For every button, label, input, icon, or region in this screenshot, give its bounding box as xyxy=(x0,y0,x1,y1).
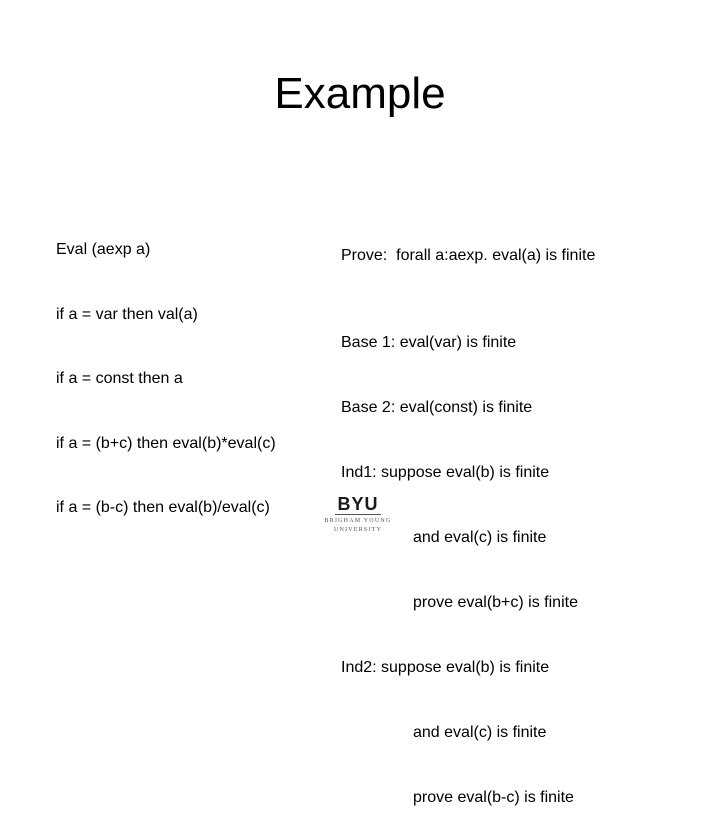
code-line: if a = var then val(a) xyxy=(56,305,198,323)
prove-statement: Prove: forall a:aexp. eval(a) is finite xyxy=(341,247,596,265)
logo-rule xyxy=(335,514,381,515)
slide-title: Example xyxy=(274,69,446,118)
logo-line2: UNIVERSITY xyxy=(334,527,382,533)
proof-line-base1: Base 1: eval(var) is finite xyxy=(341,333,517,351)
logo-line1: BRIGHAM YOUNG xyxy=(324,518,392,524)
byu-logo xyxy=(318,494,398,535)
proof-line-ind1: Ind1: suppose eval(b) is finite xyxy=(341,463,550,481)
proof-line-base2: Base 2: eval(const) is finite xyxy=(341,398,533,416)
proof-line-ind2-prove: prove eval(b-c) is finite xyxy=(413,789,574,807)
eval-definition xyxy=(56,196,276,540)
logo-mark: BYU xyxy=(337,494,379,514)
code-line: Eval (aexp a) xyxy=(56,241,151,258)
proof-line-ind2-and: and eval(c) is finite xyxy=(413,724,547,742)
code-line: if a = (b+c) then eval(b)*eval(c) xyxy=(56,434,276,452)
code-line: if a = const then a xyxy=(56,370,183,387)
proof-line-ind1-prove: prove eval(b+c) is finite xyxy=(413,593,578,611)
code-line: if a = (b-c) then eval(b)/eval(c) xyxy=(56,499,270,516)
proof-line-ind2: Ind2: suppose eval(b) is finite xyxy=(341,659,550,677)
proof-line-ind1-and: and eval(c) is finite xyxy=(413,528,547,546)
